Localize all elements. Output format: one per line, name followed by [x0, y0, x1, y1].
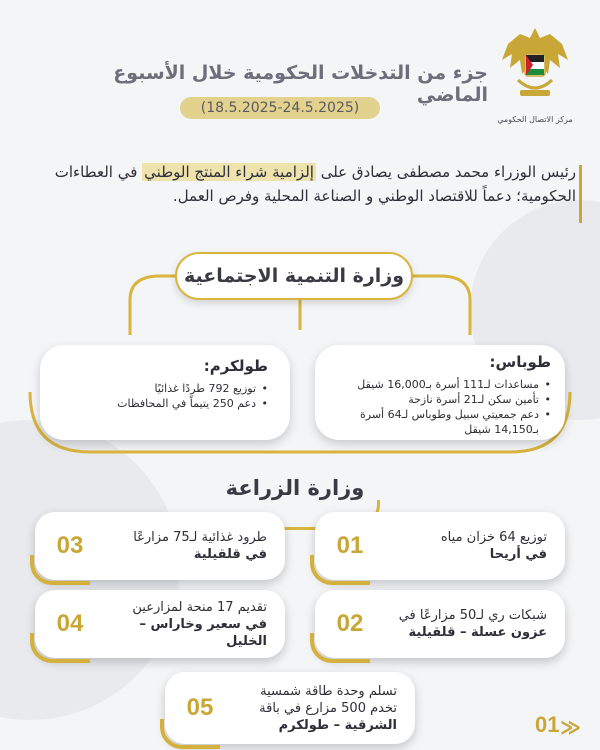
item-number: 02 — [336, 610, 364, 637]
eagle-emblem-icon — [500, 24, 570, 106]
page-title: جزء من التدخلات الحكومية خلال الأسبوع الماضي — [113, 62, 488, 106]
item-line: تقديم 17 منحة لمزارعين — [132, 599, 267, 615]
tulkarm-card — [40, 345, 290, 440]
agriculture-item-03 — [35, 512, 285, 580]
tulkarm-heading: طولكرم: — [203, 357, 268, 375]
intro-text: في العطاءات الحكومية؛ دعماً للاقتصاد الوطني و الصناعة المحلية وفرص العمل. — [54, 163, 576, 205]
item-number: 04 — [56, 610, 84, 637]
tulkarm-list — [52, 381, 268, 411]
item-line: الشرقية – طولكرم — [278, 717, 397, 733]
list-item: • توزيع 792 طردًا غذائيًا — [52, 381, 268, 396]
item-line: في قلقيلية — [193, 547, 267, 562]
intro-accent-bar — [579, 165, 582, 223]
item-line: في سعير وخاراس – الخليل — [139, 616, 267, 649]
agriculture-item-04 — [35, 590, 285, 658]
intro-paragraph — [36, 160, 576, 208]
item-text — [387, 590, 547, 658]
item-line: شبكات ري لـ50 مزارعًا في — [398, 608, 547, 623]
item-line: تسلم وحدة طاقة شمسية — [260, 683, 397, 699]
item-number: 03 — [56, 532, 84, 559]
agriculture-item-02 — [315, 590, 565, 658]
item-text — [107, 512, 267, 580]
tubas-heading: طوباس: — [489, 353, 551, 371]
list-item: • تأمين سكن لـ21 أسرة نازحة — [325, 392, 551, 407]
list-item: • مساعدات لـ111 أسرة بـ16,000 شيقل — [325, 377, 551, 392]
next-arrow-icon[interactable]: ≫ — [560, 715, 581, 739]
intro-highlight: إلزامية شراء المنتج الوطني — [144, 163, 314, 181]
item-number: 01 — [336, 532, 364, 559]
agriculture-item-01 — [315, 512, 565, 580]
item-line: عزون عسلة – قلقيلية — [408, 625, 547, 640]
item-text — [107, 590, 267, 658]
item-text — [387, 512, 547, 580]
item-line: توزيع 64 خزان مياه — [440, 530, 547, 545]
tubas-list — [325, 377, 551, 437]
agriculture-title: وزارة الزراعة — [225, 476, 365, 500]
agriculture-item-05 — [165, 672, 415, 744]
government-logo — [492, 24, 578, 124]
item-line: في أريحا — [489, 547, 547, 562]
intro-text: رئيس الوزراء محمد مصطفى يصادق على — [315, 163, 576, 181]
list-item: • دعم جمعيتي سبيل وطوباس لـ64 أسرة بـ14,150 شيقل — [325, 407, 551, 437]
item-line: طرود غذائية لـ75 مزارعًا — [133, 530, 267, 545]
list-item: • دعم 250 يتيماً في المحافظات — [52, 396, 268, 411]
social-development-title: وزارة التنمية الاجتماعية — [175, 252, 413, 300]
date-range-badge: (18.5.2025-24.5.2025) — [180, 97, 380, 119]
page-number: 01 — [535, 712, 560, 737]
item-number: 05 — [186, 694, 214, 721]
item-line: تخدم 500 مزارع في باقة — [259, 700, 397, 716]
tubas-card — [315, 345, 565, 440]
logo-caption: مركز الاتصال الحكومي — [497, 115, 573, 124]
item-text — [237, 672, 397, 744]
